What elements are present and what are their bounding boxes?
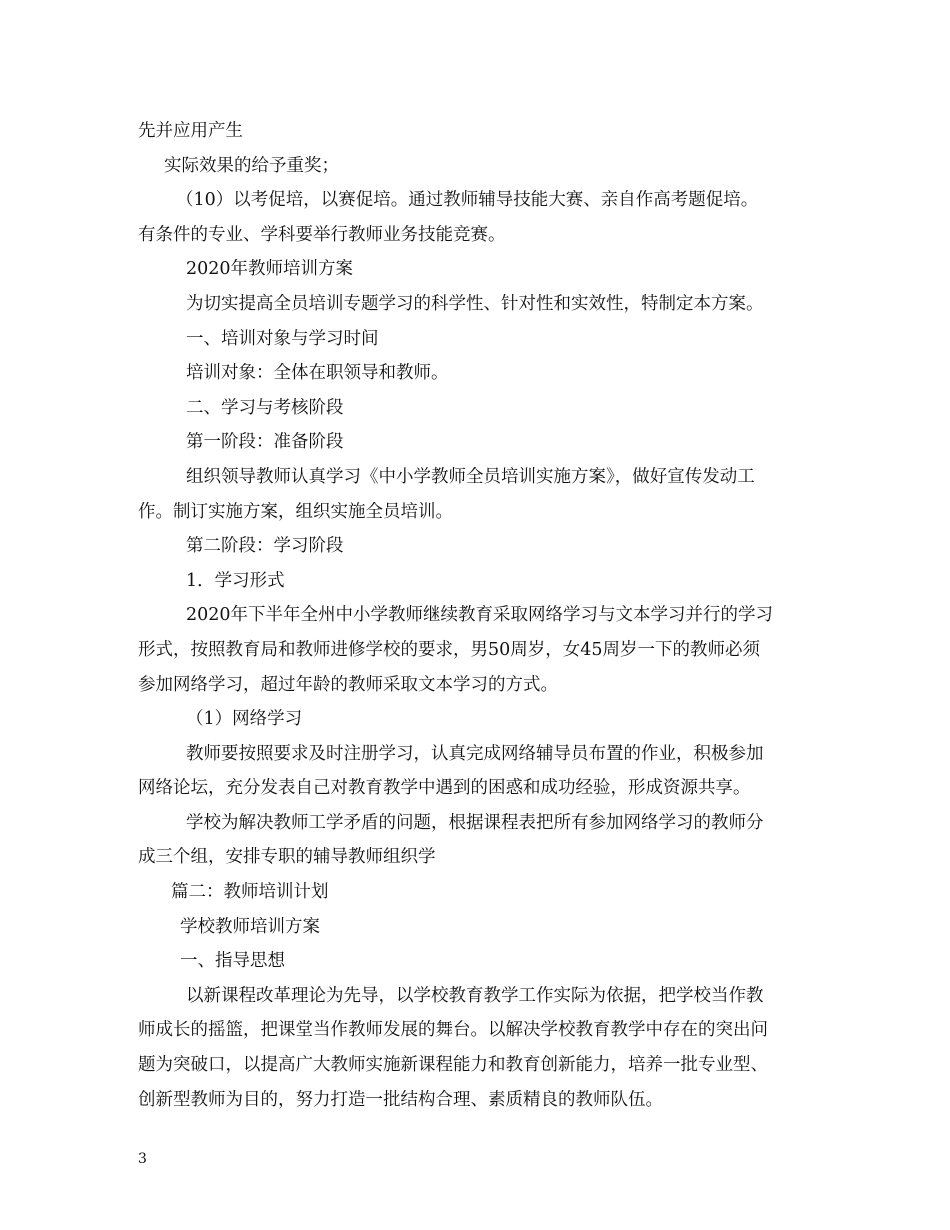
text-line: 组织领导教师认真学习《中小学教师全员培训实施方案》，做好宣传发动工 (186, 466, 755, 487)
text-line: 参加网络学习，超过年龄的教师采取文本学习的方式。 (138, 674, 558, 695)
subsection-heading: （1）网络学习 (186, 709, 303, 730)
text-line: 作。制订实施方案，组织实施全员培训。 (138, 501, 453, 522)
text-line: （10）以考促培，以赛促培。通过教师辅导技能大赛、亲自作高考题促培。 (176, 190, 759, 211)
section-title: 篇二：教师培训计划 (171, 882, 329, 903)
section-heading: 二、学习与考核阶段 (186, 397, 344, 418)
section-heading: 一、培训对象与学习时间 (186, 328, 379, 349)
text-line: 先并应用产生 (138, 121, 243, 141)
text-line: 题为突破口，以提高广大教师实施新课程能力和教育创新能力，培养一批专业型、 (138, 1055, 768, 1076)
text-line: 形式，按照教育局和教师进修学校的要求，男50周岁，女45周岁一下的教师必须 (138, 639, 761, 660)
document-body (138, 114, 814, 1117)
section-heading: 一、指导思想 (180, 951, 285, 972)
page-number: 3 (138, 1151, 147, 1167)
section-title: 学校教师培训方案 (180, 916, 320, 937)
section-title: 2020年教师培训方案 (186, 259, 354, 280)
text-line: 为切实提高全员培训专题学习的科学性、针对性和实效性，特制定本方案。 (186, 293, 764, 314)
text-line: 教师要按照要求及时注册学习，认真完成网络辅导员布置的作业，积极参加 (186, 743, 764, 764)
subsection-heading: 第二阶段：学习阶段 (186, 536, 344, 557)
text-line: 创新型教师为目的，努力打造一批结构合理、素质精良的教师队伍。 (138, 1089, 663, 1110)
text-line: 师成长的摇篮，把课堂当作教师发展的舞台。以解决学校教育教学中存在的突出问 (138, 1020, 768, 1041)
text-line: 2020年下半年全州中小学教师继续教育采取网络学习与文本学习并行的学习 (186, 605, 774, 626)
text-line: 有条件的专业、学科要举行教师业务技能竞赛。 (138, 224, 506, 245)
subsection-heading: 1．学习形式 (186, 570, 285, 591)
text-line: 网络论坛，充分发表自己对教育教学中遇到的困惑和成功经验，形成资源共享。 (138, 778, 751, 799)
subsection-heading: 第一阶段：准备阶段 (186, 432, 344, 453)
text-line: 以新课程改革理论为先导，以学校教育教学工作实际为依据，把学校当作教 (186, 985, 764, 1006)
text-line: 学校为解决教师工学矛盾的问题，根据课程表把所有参加网络学习的教师分 (186, 812, 764, 833)
text-line: 培训对象：全体在职领导和教师。 (186, 363, 449, 384)
text-line: 成三个组，安排专职的辅导教师组织学 (138, 847, 436, 868)
text-line: 实际效果的给予重奖； (164, 155, 339, 176)
